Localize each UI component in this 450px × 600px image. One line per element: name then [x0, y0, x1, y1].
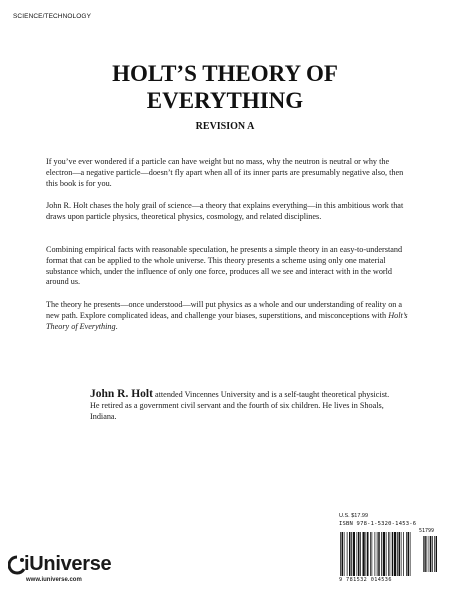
- category-label: SCIENCE/TECHNOLOGY: [13, 13, 92, 20]
- description-paragraph: John R. Holt chases the holy grail of science—a theory that explains everything—in this ambitious work that draws upon particle physics, theoretical physics, cosmology, and related disciplines.: [46, 201, 404, 221]
- barcode-icon: [339, 532, 439, 577]
- publisher-name: iUniverse: [24, 553, 112, 575]
- barcode-digits: 9 781532 014536: [339, 577, 392, 583]
- price-code: 51799: [419, 528, 435, 534]
- isbn-label: ISBN 978-1-5320-1453-6: [339, 521, 417, 527]
- book-title-italic: Holt’s Theory of Everything: [46, 310, 408, 331]
- paragraph-text: The theory he presents—once understood—will put physics as a whole and our understanding of reality on a new path. Explore complicated ideas, and challenge your biases, superstitions, and misconceptions with: [46, 300, 403, 320]
- publisher-url: www.iuniverse.com: [26, 577, 82, 583]
- author-name: John R. Holt: [90, 388, 153, 400]
- author-bio-text: attended Vincennes University and is a self-taught theoretical physicist. He retired as a government civil servant and the fourth of six children. He lives in Shoals, Indiana.: [90, 390, 390, 421]
- book-subtitle: REVISION A: [195, 121, 255, 132]
- author-bio: [90, 389, 390, 422]
- book-title-line-2: EVERYTHING: [146, 88, 304, 113]
- publisher-logo: [8, 553, 158, 593]
- description-paragraph: [46, 300, 416, 332]
- paragraph-end: .: [115, 321, 118, 331]
- description-paragraph: Combining empirical facts with reasonable speculation, he presents a simple theory in an easy-to-understand format that can be applied to the whole universe. This theory presents a scheme using only one material substance which, under the influence of only one force, produces all we see and interact with in the world around us.: [46, 245, 403, 287]
- barcode-block: [339, 513, 439, 593]
- book-title-line-1: HOLT’S THEORY OF: [112, 61, 338, 86]
- description-paragraph: If you’ve ever wondered if a particle can have weight but no mass, why the neutron is neutral or why the electron—a negative particle—doesn’t fly apart when all of its inner parts are presumably negative also, then this book is for you.: [46, 157, 404, 188]
- price-label: U.S. $17.99: [339, 513, 369, 519]
